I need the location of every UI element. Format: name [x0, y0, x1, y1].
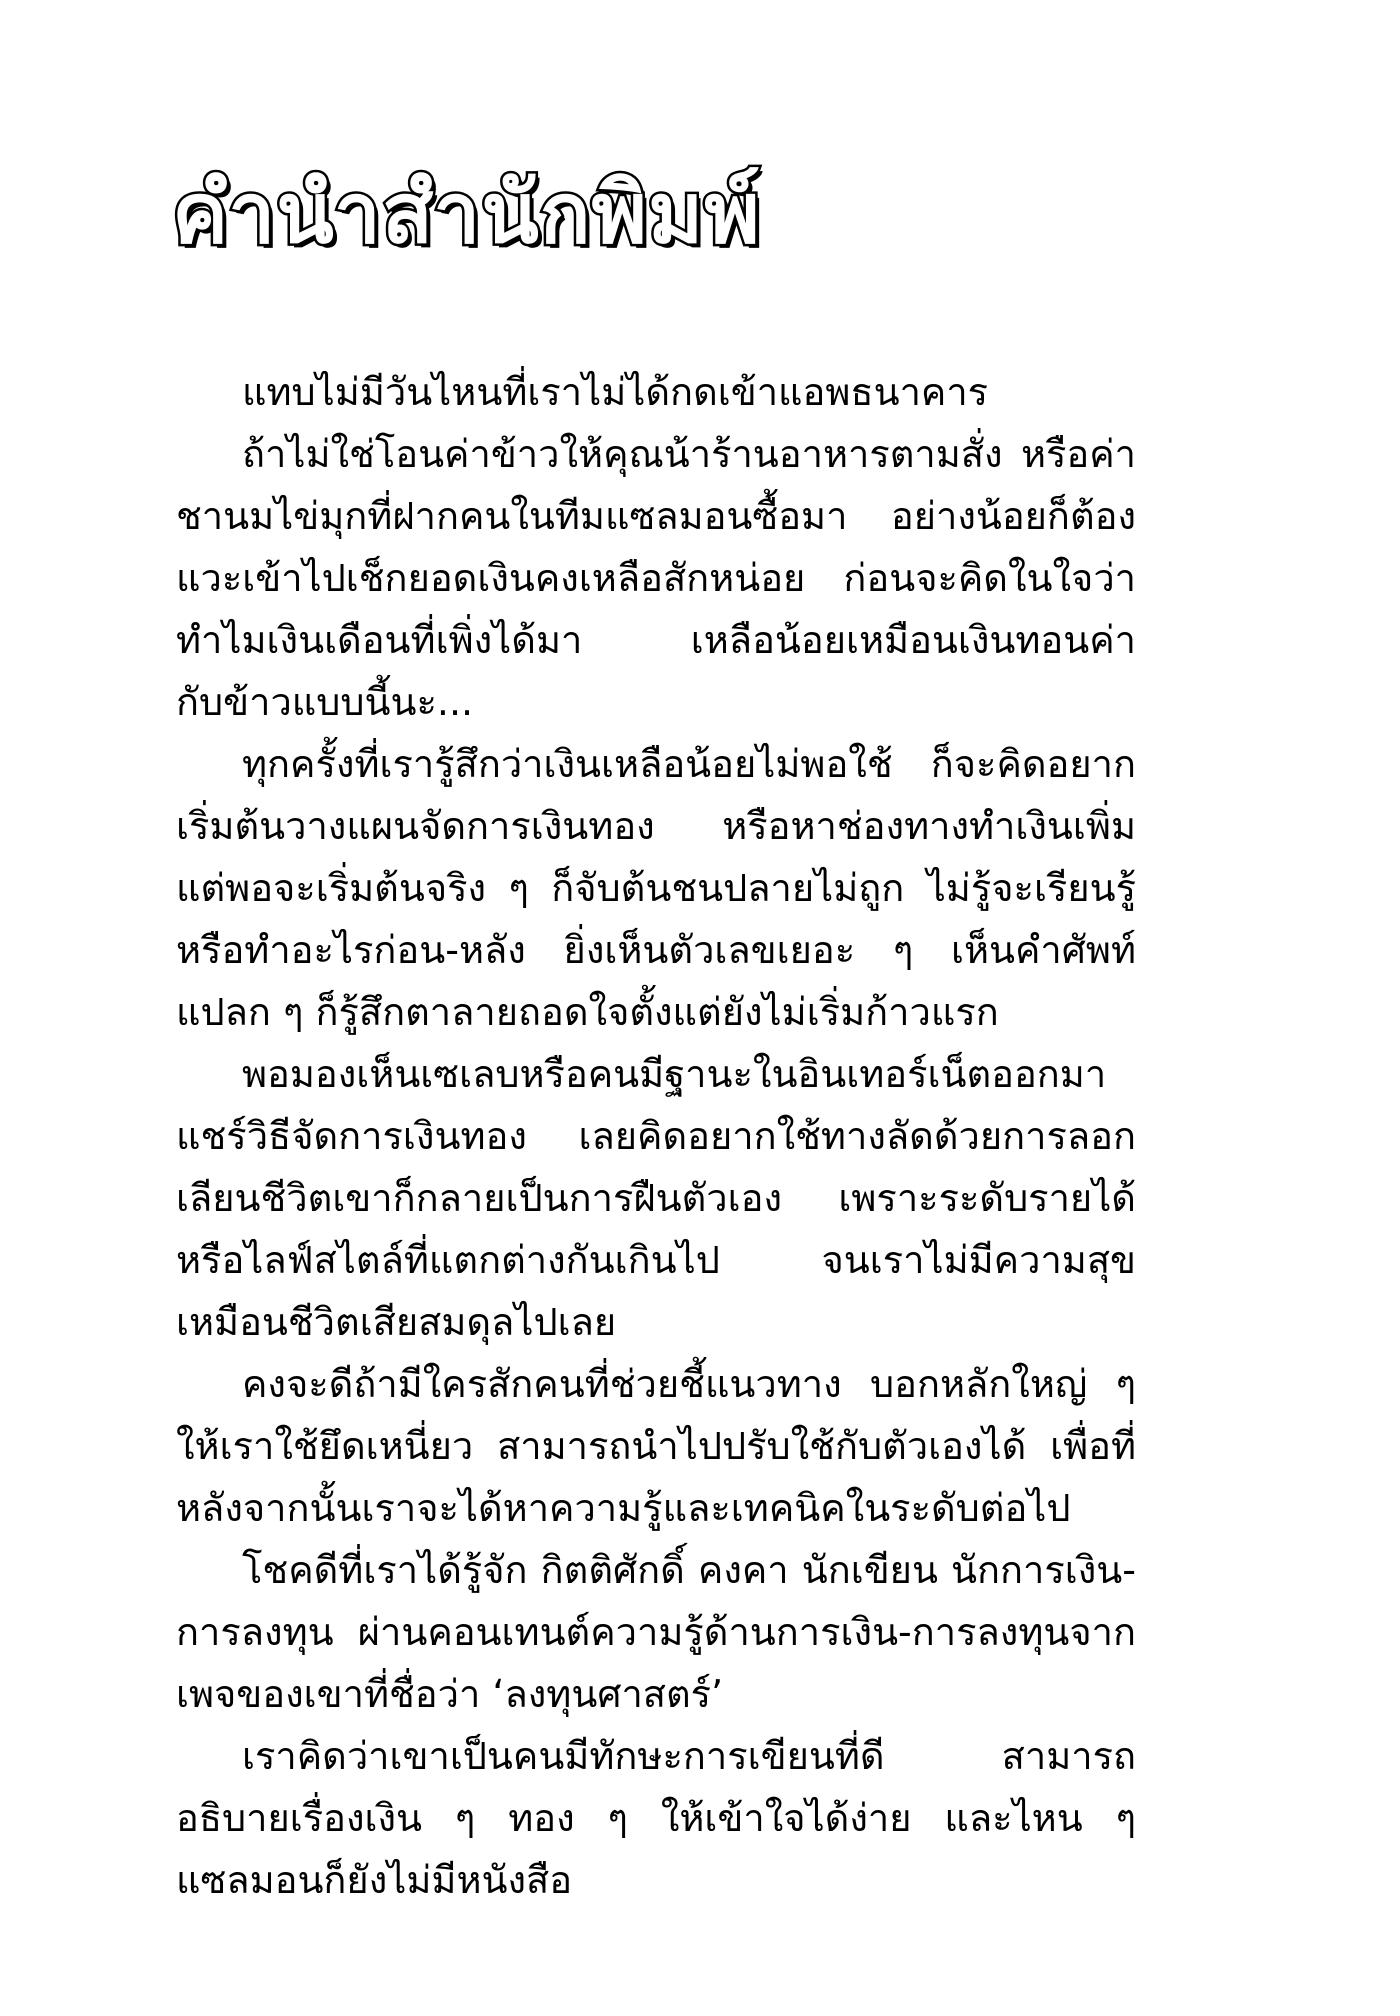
paragraph-1: แทบไม่มีวันไหนที่เราไม่ได้กดเข้าแอพธนาคาร [242, 370, 989, 414]
paragraph-3: ทุกครั้งที่เรารู้สึกว่าเงินเหลือน้อยไม่พอใช้ ก็จะคิดอยากเริ่มต้นวางแผนจัดการเงินทอง หรือหาช่องทางทำเงินเพิ่ม แต่พอจะเริ่มต้นจริง ๆ ก็จับต้นชนปลายไม่ถูก ไม่รู้จะเรียนรู้หรือทำอะไรก่อน-หลัง ยิ่งเห็นตัวเลขเยอะ ๆ เห็นคำศัพท์แปลก ๆ ก็รู้สึกตาลายถอดใจตั้งแต่ยังไม่เริ่มก้าวแรก [176, 742, 1136, 1034]
paragraph-4: พอมองเห็นเซเลบหรือคนมีฐานะในอินเทอร์เน็ตออกมาแชร์วิธีจัดการเงินทอง เลยคิดอยากใช้ทางลัดด้วยการลอกเลียนชีวิตเขาก็กลายเป็นการฝืนตัวเอง เพราะระดับรายได้หรือไลฟ์สไตล์ที่แตกต่างกันเกินไป จนเราไม่มีความสุข เหมือนชีวิตเสียสมดุลไปเลย [176, 1052, 1136, 1344]
paragraph-7: เราคิดว่าเขาเป็นคนมีทักษะการเขียนที่ดี สามารถอธิบายเรื่องเงิน ๆ ทอง ๆ ให้เข้าใจได้ง่าย และไหน ๆ แซลมอนก็ยังไม่มีหนังสือ [176, 1734, 1136, 1902]
paragraph-2: ถ้าไม่ใช่โอนค่าข้าวให้คุณน้าร้านอาหารตามสั่ง หรือค่าชานมไข่มุกที่ฝากคนในทีมแซลมอนซื้อมา อย่างน้อยก็ต้องแวะเข้าไปเช็กยอดเงินคงเหลือสักหน่อย ก่อนจะคิดในใจว่าทำไมเงินเดือนที่เพิ่งได้มา เหลือน้อยเหมือนเงินทอนค่ากับข้าวแบบนี้นะ... [176, 432, 1136, 724]
body-text [176, 361, 1136, 1911]
paragraph-6: โชคดีที่เราได้รู้จัก กิตติศักดิ์ คงคา นักเขียน นักการเงิน-การลงทุน ผ่านคอนเทนต์ความรู้ด้านการเงิน-การลงทุนจากเพจของเขาที่ชื่อว่า ‘ลงทุนศาสตร์’ [176, 1548, 1136, 1716]
paragraph-5: คงจะดีถ้ามีใครสักคนที่ช่วยชี้แนวทาง บอกหลักใหญ่ ๆ ให้เราใช้ยึดเหนี่ยว สามารถนำไปปรับใช้กับตัวเองได้ เพื่อที่หลังจากนั้นเราจะได้หาความรู้และเทคนิคในระดับต่อไป [176, 1362, 1136, 1530]
page-title: คำนำสำนักพิมพ์ [172, 164, 761, 262]
